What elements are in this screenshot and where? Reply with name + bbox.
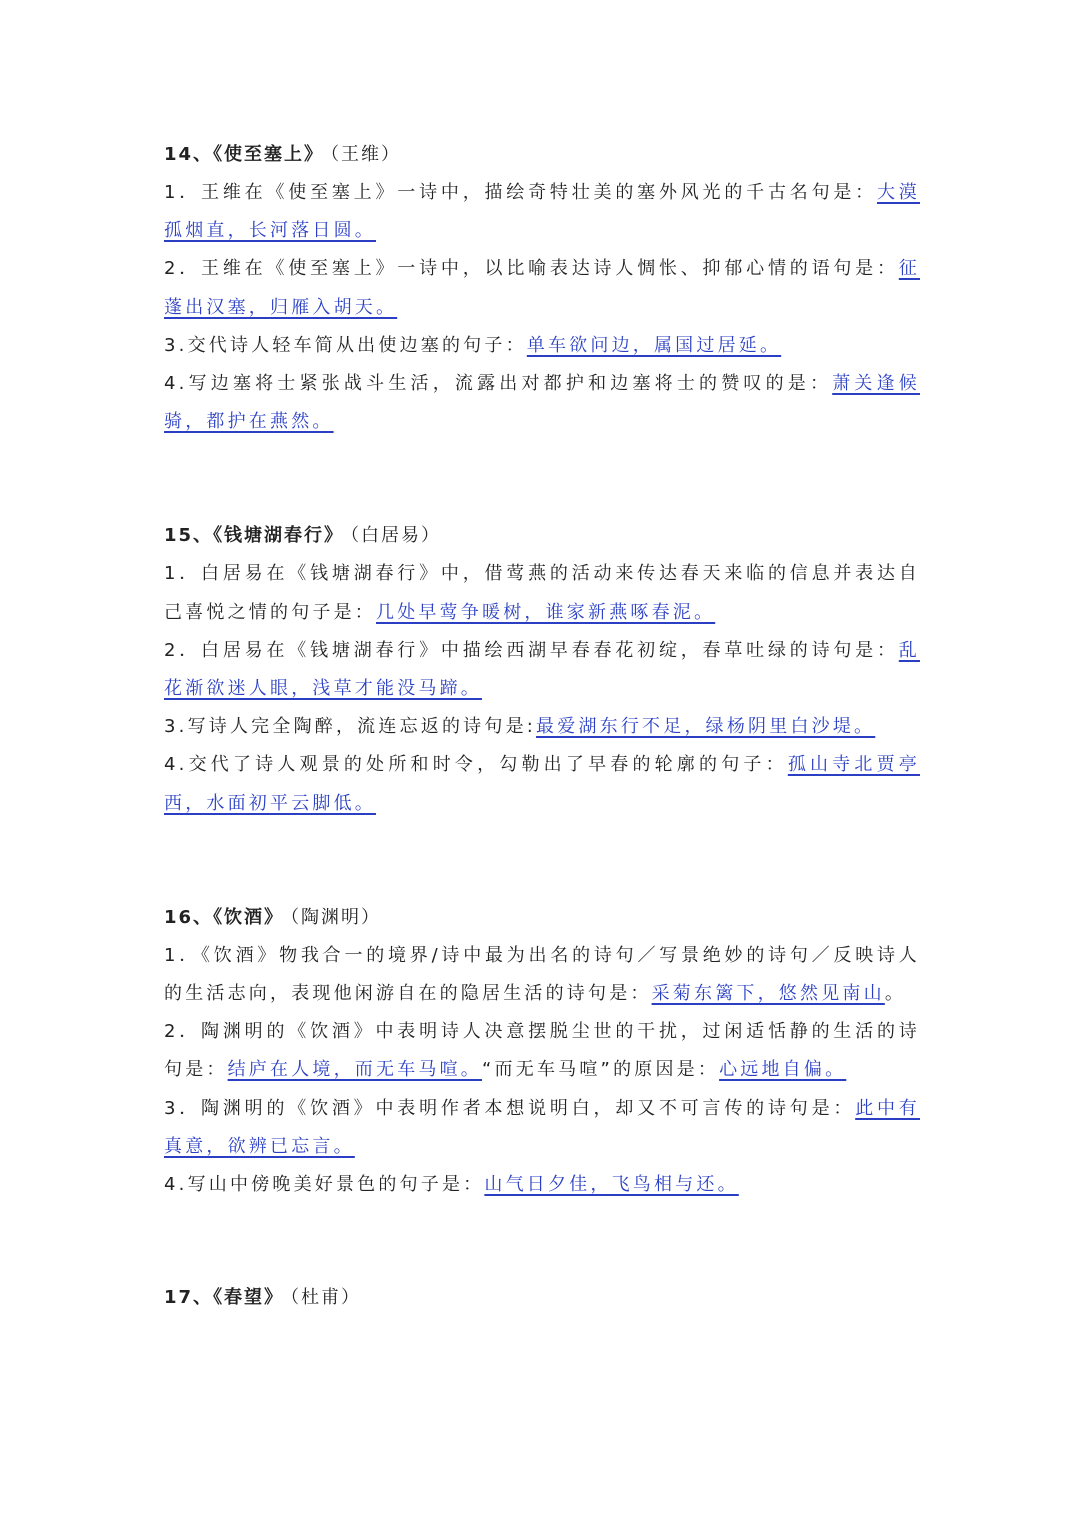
answer-text: 此中有真意，欲辨已忘言。 [164,1097,920,1157]
section-16 [164,899,920,1204]
section-number: 14、 [164,144,214,165]
question-text-followup: “而无车马喧”的原因是： [482,1059,720,1081]
answer-text: 乱花渐欲迷人眼，浅草才能没马蹄。 [164,639,920,700]
poem-author: （陶渊明） [290,906,382,928]
answer-text: 采菊东篱下，悠然见南山 [651,983,885,1005]
question-item [164,746,920,822]
answer-text: 大漠孤烟直，长河落日圆。 [164,182,920,242]
question-text: 1．白居易在《钱塘湖春行》中，借莺燕的活动来传达春天来临的信息并表达自己喜悦之情的句子是： [164,563,920,623]
section-spacer [164,823,920,899]
question-text: 2．王维在《使至塞上》一诗中，以比喻表达诗人惆怅、抑郁心情的语句是： [164,258,899,280]
question-text: 4.写边塞将士紧张战斗生活，流露出对都护和边塞将士的赞叹的是： [164,373,833,395]
question-item [164,327,920,365]
question-text: 4.写山中傍晚美好景色的句子是： [164,1174,485,1196]
section-spacer [164,441,920,517]
question-text: 3．陶渊明的《饮酒》中表明作者本想说明白，却又不可言传的诗句是： [164,1097,856,1119]
answer-text: 结庐在人境，而无车马喧。 [227,1059,483,1081]
section-17 [164,1279,920,1317]
answer-tail: 。 [884,983,907,1005]
poem-author: （白居易） [350,525,442,547]
answer-text-followup: 心远地自偏。 [719,1059,847,1081]
question-text: 1．王维在《使至塞上》一诗中，描绘奇特壮美的塞外风光的千古名句是： [164,182,877,203]
answer-text: 单车欲问边，属国过居延。 [526,334,782,356]
question-item [164,174,920,250]
question-item [164,937,920,1013]
poem-author: （杜甫） [290,1287,362,1309]
question-item [164,1013,920,1089]
section-heading [164,136,920,174]
answer-text: 萧关逢候骑，都护在燕然。 [164,373,920,433]
question-text: 4.交代了诗人观景的处所和时令，勾勒出了早春的轮廓的句子： [164,754,788,776]
question-item [164,708,920,746]
answer-text: 孤山寺北贾亭西，水面初平云脚低。 [164,754,920,814]
poem-title: 《使至塞上》 [213,144,325,165]
document-page [164,136,920,1317]
question-item [164,1090,920,1166]
question-text: 3.写诗人完全陶醉，流连忘返的诗句是: [164,716,537,738]
question-text: 2．陶渊明的《饮酒》中表明诗人决意摆脱尘世的干扰，过闲适恬静的生活的诗句是： [164,1021,920,1081]
poem-title: 《饮酒》 [213,906,285,928]
answer-text: 征蓬出汉塞，归雁入胡天。 [164,258,920,318]
section-heading [164,517,920,555]
section-heading [164,1279,920,1317]
answer-text: 最爱湖东行不足，绿杨阴里白沙堤。 [536,716,876,738]
section-number: 15、 [164,525,214,547]
question-item [164,1166,920,1204]
answer-text: 山气日夕佳，飞鸟相与还。 [484,1174,739,1196]
section-14 [164,136,920,441]
question-text: 1．《饮酒》物我合一的境界/诗中最为出名的诗句／写景绝妙的诗句／反映诗人的生活志向，表现他闲游自在的隐居生活的诗句是： [164,944,920,1005]
poem-title: 《钱塘湖春行》 [213,525,345,547]
question-item [164,555,920,631]
answer-text: 几处早莺争暖树，谁家新燕啄春泥。 [376,601,716,623]
section-number: 16、 [164,906,214,928]
section-spacer [164,1204,920,1279]
question-item [164,250,920,326]
section-number: 17、 [164,1287,214,1309]
question-item [164,632,920,708]
poem-title: 《春望》 [213,1287,285,1309]
question-text: 3.交代诗人轻车简从出使边塞的句子： [164,334,527,356]
section-15 [164,517,920,822]
question-text: 2．白居易在《钱塘湖春行》中描绘西湖早春春花初绽，春草吐绿的诗句是： [164,639,899,661]
section-heading [164,899,920,937]
question-item [164,365,920,441]
poem-author: （王维） [330,144,402,165]
